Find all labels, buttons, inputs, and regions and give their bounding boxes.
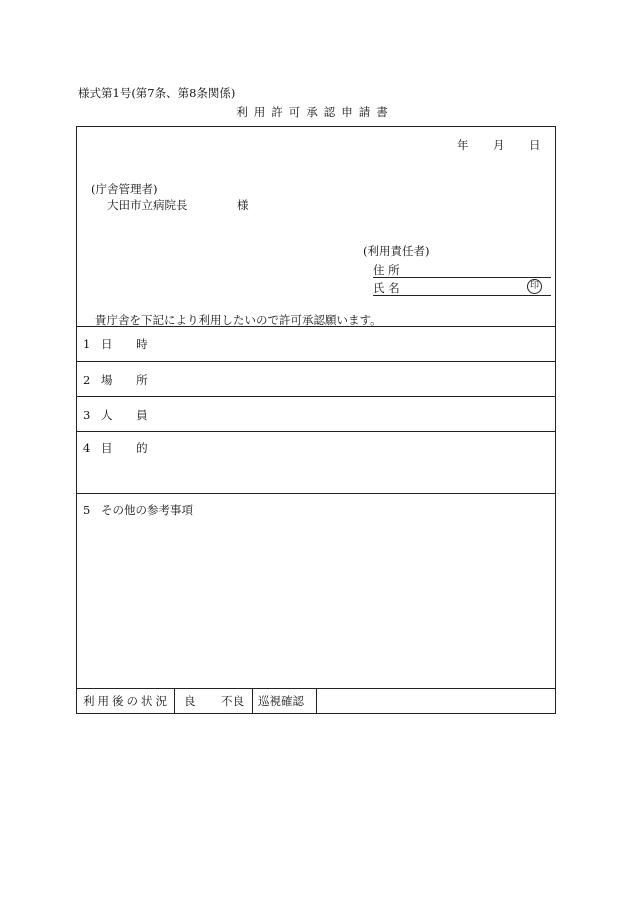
addressee-honorific: 様 [237, 198, 249, 212]
date-day-label: 日 [529, 138, 541, 152]
item-datetime [83, 336, 158, 352]
row-divider [77, 431, 555, 432]
item-number: 1 [83, 337, 91, 351]
item-label: 人 員 [101, 408, 158, 422]
addressee-name: 大田市立病院長 [107, 198, 188, 212]
item-number: 2 [83, 373, 91, 387]
status-not-good-option: 不良 [221, 694, 244, 708]
request-statement: 貴庁舎を下記により利用したいので許可承認願います。 [95, 313, 382, 327]
status-good-option: 良 [184, 694, 196, 708]
applicant-heading: (利用責任者) [363, 244, 430, 258]
item-label: 場 所 [101, 373, 158, 387]
row-divider [77, 326, 555, 327]
row-divider [77, 493, 555, 494]
form-title: 利用許可承認申請書 [236, 105, 394, 119]
address-underline [373, 277, 551, 278]
item-purpose [83, 440, 158, 456]
date-year-label: 年 [457, 138, 469, 152]
application-form [76, 126, 556, 714]
item-location [83, 372, 158, 388]
seal-mark: 印 [527, 279, 542, 294]
form-number: 様式第1号(第7条、第8条関係) [78, 86, 236, 100]
date-month-label: 月 [493, 138, 505, 152]
patrol-confirmation-label: 巡視確認 [258, 694, 304, 708]
usage-status-label: 利用後の状況 [83, 694, 170, 708]
footer-column-divider [252, 689, 253, 714]
item-personnel [83, 407, 158, 423]
item-label: 目 的 [101, 441, 158, 455]
name-underline [373, 295, 551, 296]
item-other-notes [83, 502, 193, 518]
footer-column-divider [316, 689, 317, 714]
item-number: 3 [83, 408, 91, 422]
footer-column-divider [174, 689, 175, 714]
item-number: 4 [83, 441, 91, 455]
item-label: その他の参考事項 [101, 503, 193, 517]
item-number: 5 [83, 503, 91, 517]
applicant-address-label: 住 所 [373, 263, 400, 277]
row-divider [77, 396, 555, 397]
row-divider [77, 361, 555, 362]
applicant-name-label: 氏 名 [373, 281, 400, 295]
item-label: 日 時 [101, 337, 158, 351]
addressee-role: (庁舎管理者) [91, 182, 158, 196]
